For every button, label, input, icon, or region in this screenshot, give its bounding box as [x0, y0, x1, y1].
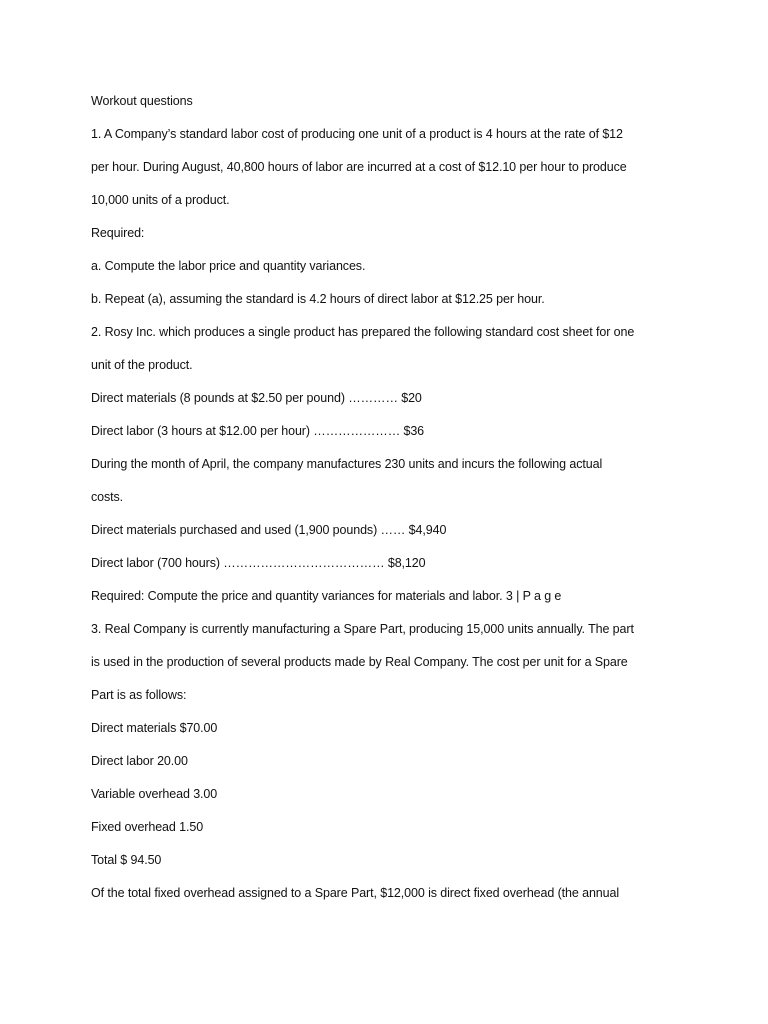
question-2-required: Required: Compute the price and quantity variances for materials and labor. 3 | P a g e [91, 589, 562, 603]
required-label: Required: [91, 226, 145, 240]
cost-direct-materials: Direct materials $70.00 [91, 721, 218, 735]
cost-total: Total $ 94.50 [91, 853, 162, 867]
question-1-line-3: 10,000 units of a product. [91, 193, 230, 207]
question-3-line-2: is used in the production of several products made by Real Company. The cost per unit for a Spare [91, 655, 628, 669]
question-3-line-1: 3. Real Company is currently manufacturing a Spare Part, producing 15,000 units annually. The part [91, 622, 634, 636]
question-3-line-4: Of the total fixed overhead assigned to a Spare Part, $12,000 is direct fixed overhead (the annual [91, 886, 620, 900]
question-2-actual-line-2: costs. [91, 490, 124, 504]
actual-direct-materials: Direct materials purchased and used (1,900 pounds) …… $4,940 [91, 523, 447, 537]
question-3-line-3: Part is as follows: [91, 688, 187, 702]
question-1-line-1: 1. A Company’s standard labor cost of producing one unit of a product is 4 hours at the rate of $12 [91, 127, 623, 141]
cost-fixed-overhead: Fixed overhead 1.50 [91, 820, 204, 834]
actual-direct-labor: Direct labor (700 hours) ………………………………… $8,120 [91, 556, 426, 570]
question-2-line-1: 2. Rosy Inc. which produces a single product has prepared the following standard cost sheet for one [91, 325, 635, 339]
cost-direct-labor: Direct labor 20.00 [91, 754, 188, 768]
question-1b: b. Repeat (a), assuming the standard is 4.2 hours of direct labor at $12.25 per hour. [91, 292, 545, 306]
standard-direct-materials: Direct materials (8 pounds at $2.50 per pound) ………… $20 [91, 391, 422, 405]
question-2-actual-line-1: During the month of April, the company manufactures 230 units and incurs the following actual [91, 457, 603, 471]
document-body [91, 91, 691, 916]
question-1a: a. Compute the labor price and quantity variances. [91, 259, 366, 273]
cost-variable-overhead: Variable overhead 3.00 [91, 787, 218, 801]
question-2-line-2: unit of the product. [91, 358, 193, 372]
question-1-line-2: per hour. During August, 40,800 hours of labor are incurred at a cost of $12.10 per hour to produce [91, 160, 627, 174]
document-heading: Workout questions [91, 94, 193, 108]
standard-direct-labor: Direct labor (3 hours at $12.00 per hour) ………………… $36 [91, 424, 425, 438]
